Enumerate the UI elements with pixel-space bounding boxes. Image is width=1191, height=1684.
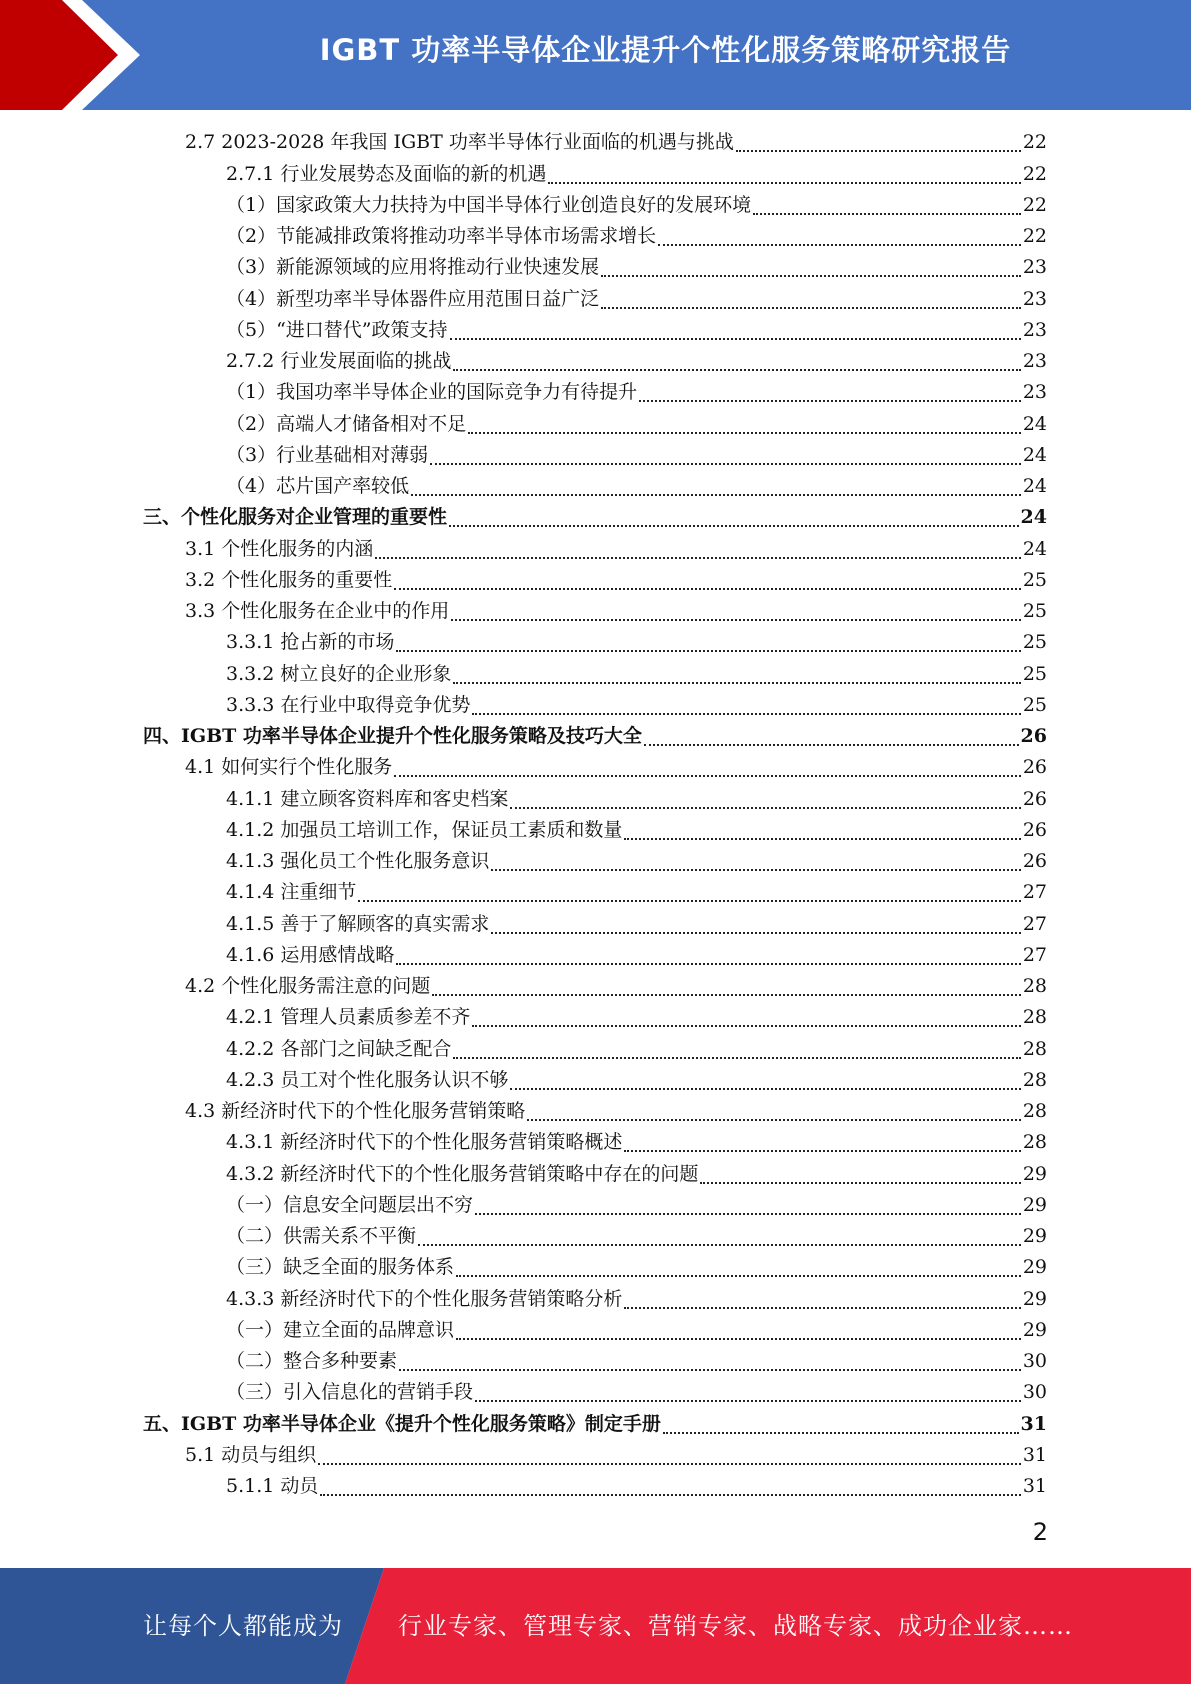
toc-entry[interactable] — [143, 940, 1047, 971]
toc-entry-page: 22 — [1022, 193, 1047, 216]
table-of-contents — [143, 127, 1047, 1502]
toc-entry-page: 28 — [1022, 1037, 1047, 1060]
toc-entry[interactable] — [143, 1408, 1047, 1439]
toc-leader-dots — [475, 1212, 1021, 1215]
toc-entry-page: 26 — [1022, 787, 1047, 810]
toc-entry-label: 4.2.1 管理人员素质参差不齐 — [226, 1006, 471, 1029]
toc-entry[interactable] — [143, 1096, 1047, 1127]
toc-entry-label: （3）新能源领域的应用将推动行业快速发展 — [226, 256, 600, 279]
toc-entry[interactable] — [143, 440, 1047, 471]
toc-entry-label: 4.3.1 新经济时代下的个性化服务营销策略概述 — [226, 1131, 623, 1154]
toc-entry-label: （2）高端人才储备相对不足 — [226, 412, 467, 435]
toc-entry-page: 28 — [1022, 975, 1047, 997]
toc-entry-page: 23 — [1022, 287, 1047, 310]
toc-entry-page: 26 — [1020, 725, 1047, 747]
toc-entry-page: 24 — [1020, 506, 1047, 529]
toc-entry[interactable] — [143, 471, 1047, 502]
toc-entry-label: 2.7.1 行业发展势态及面临的新的机遇 — [226, 162, 547, 185]
toc-leader-dots — [658, 243, 1021, 246]
toc-entry[interactable] — [143, 658, 1047, 689]
toc-entry-page: 26 — [1022, 756, 1047, 779]
toc-leader-dots — [624, 837, 1020, 840]
toc-entry[interactable] — [143, 1377, 1047, 1408]
toc-leader-dots — [475, 1399, 1021, 1402]
toc-entry-label: 3.3.2 树立良好的企业形象 — [226, 662, 452, 685]
toc-entry-page: 29 — [1022, 1318, 1047, 1341]
page-footer — [0, 1568, 1191, 1684]
toc-entry[interactable] — [143, 346, 1047, 377]
toc-entry[interactable] — [143, 971, 1047, 1002]
chevron-arrow-icon — [0, 0, 150, 110]
toc-entry-label: 四、IGBT 功率半导体企业提升个性化服务策略及技巧大全 — [143, 725, 642, 747]
toc-entry-label: （一）信息安全问题层出不穷 — [226, 1193, 474, 1216]
toc-entry-label: （1）我国功率半导体企业的国际竞争力有待提升 — [226, 381, 638, 404]
toc-entry[interactable] — [143, 690, 1047, 721]
toc-leader-dots — [510, 806, 1020, 809]
toc-leader-dots — [320, 1493, 1020, 1496]
toc-leader-dots — [624, 1149, 1020, 1152]
toc-entry[interactable] — [143, 1127, 1047, 1158]
toc-entry-label: （4）新型功率半导体器件应用范围日益广泛 — [226, 287, 600, 310]
toc-leader-dots — [432, 993, 1021, 996]
footer-slogan-right: 行业专家、管理专家、营销专家、战略专家、成功企业家…… — [398, 1612, 1073, 1640]
toc-entry-page: 26 — [1022, 818, 1047, 841]
toc-entry[interactable] — [143, 533, 1047, 564]
toc-leader-dots — [456, 1274, 1021, 1277]
toc-entry[interactable] — [143, 1440, 1047, 1471]
toc-entry-label: （2）节能减排政策将推动功率半导体市场需求增长 — [226, 225, 657, 247]
toc-entry-page: 25 — [1022, 693, 1047, 716]
toc-entry-label: 4.1.4 注重细节 — [226, 881, 357, 904]
toc-entry-label: 4.1.1 建立顾客资料库和客史档案 — [226, 787, 509, 810]
toc-leader-dots — [491, 931, 1020, 934]
toc-entry[interactable] — [143, 377, 1047, 408]
toc-entry-page: 29 — [1022, 1225, 1047, 1247]
toc-entry-label: 3.3 个性化服务在企业中的作用 — [185, 600, 450, 622]
toc-entry-page: 23 — [1022, 350, 1047, 372]
toc-entry-label: 3.2 个性化服务的重要性 — [185, 568, 393, 591]
toc-entry[interactable] — [143, 783, 1047, 814]
toc-leader-dots — [736, 149, 1021, 152]
toc-entry[interactable] — [143, 1002, 1047, 1033]
toc-entry-page: 28 — [1022, 1131, 1047, 1154]
toc-entry-page: 28 — [1022, 1068, 1047, 1091]
toc-entry-page: 23 — [1022, 318, 1047, 341]
toc-entry-label: 4.3.3 新经济时代下的个性化服务营销策略分析 — [226, 1287, 623, 1310]
toc-leader-dots — [639, 399, 1021, 402]
toc-entry-page: 29 — [1022, 1256, 1047, 1279]
toc-entry-page: 22 — [1022, 225, 1047, 247]
toc-entry-label: （二）整合多种要素 — [226, 1350, 398, 1372]
toc-leader-dots — [472, 1024, 1020, 1027]
toc-leader-dots — [527, 1118, 1021, 1121]
toc-leader-dots — [491, 868, 1020, 871]
toc-entry-label: 五、IGBT 功率半导体企业《提升个性化服务策略》制定手册 — [143, 1412, 661, 1435]
toc-leader-dots — [624, 1306, 1020, 1309]
toc-entry[interactable] — [143, 283, 1047, 314]
toc-entry-label: 3.3.3 在行业中取得竞争优势 — [226, 693, 471, 716]
toc-leader-dots — [644, 743, 1019, 746]
toc-entry-page: 22 — [1022, 131, 1047, 154]
toc-entry-label: 4.1.6 运用感情战略 — [226, 943, 395, 966]
toc-entry-label: （4）芯片国产率较低 — [226, 475, 410, 497]
toc-entry-label: 4.2 个性化服务需注意的问题 — [185, 975, 431, 997]
toc-entry[interactable] — [143, 502, 1047, 533]
toc-entry[interactable] — [143, 627, 1047, 658]
toc-entry[interactable] — [143, 846, 1047, 877]
toc-leader-dots — [418, 1243, 1021, 1246]
toc-entry-label: 4.1.2 加强员工培训工作，保证员工素质和数量 — [226, 818, 623, 841]
toc-leader-dots — [601, 306, 1021, 309]
toc-leader-dots — [451, 618, 1021, 621]
toc-leader-dots — [449, 524, 1019, 527]
toc-leader-dots — [663, 1431, 1019, 1434]
toc-entry[interactable] — [143, 908, 1047, 939]
toc-entry[interactable] — [143, 1252, 1047, 1283]
page-number: 2 — [1032, 1518, 1048, 1546]
toc-entry-page: 28 — [1022, 1100, 1047, 1122]
toc-entry-page: 25 — [1022, 662, 1047, 685]
toc-entry[interactable] — [143, 877, 1047, 908]
toc-entry-page: 25 — [1022, 600, 1047, 622]
toc-entry-page: 23 — [1022, 381, 1047, 404]
toc-entry[interactable] — [143, 1190, 1047, 1221]
toc-leader-dots — [411, 493, 1021, 496]
toc-leader-dots — [700, 1181, 1020, 1184]
toc-entry-label: 2.7.2 行业发展面临的挑战 — [226, 350, 452, 372]
toc-entry[interactable] — [143, 315, 1047, 346]
toc-leader-dots — [450, 337, 1021, 340]
toc-entry-label: 3.1 个性化服务的内涵 — [185, 537, 374, 560]
toc-entry-label: （三）引入信息化的营销手段 — [226, 1381, 474, 1404]
toc-leader-dots — [472, 712, 1020, 715]
report-title: IGBT 功率半导体企业提升个性化服务策略研究报告 — [319, 33, 1012, 67]
toc-entry-label: 5.1 动员与组织 — [185, 1443, 317, 1466]
toc-leader-dots — [510, 1087, 1020, 1090]
toc-leader-dots — [453, 1056, 1020, 1059]
toc-leader-dots — [456, 1337, 1021, 1340]
toc-entry-page: 27 — [1022, 881, 1047, 904]
toc-entry-label: （5）“进口替代”政策支持 — [226, 318, 448, 341]
toc-entry[interactable] — [143, 565, 1047, 596]
toc-entry-page: 24 — [1022, 475, 1047, 497]
toc-entry[interactable] — [143, 721, 1047, 752]
toc-entry-page: 24 — [1022, 443, 1047, 466]
footer-slogan-left: 让每个人都能成为 — [143, 1612, 343, 1640]
toc-leader-dots — [318, 1462, 1021, 1465]
toc-entry-label: （二）供需关系不平衡 — [226, 1225, 417, 1247]
toc-entry-page: 31 — [1022, 1443, 1047, 1466]
toc-leader-dots — [453, 681, 1020, 684]
toc-entry[interactable] — [143, 252, 1047, 283]
toc-entry-label: 三、个性化服务对企业管理的重要性 — [143, 506, 448, 529]
toc-entry[interactable] — [143, 190, 1047, 221]
toc-entry-label: 2.7 2023-2028 年我国 IGBT 功率半导体行业面临的机遇与挑战 — [185, 131, 734, 154]
toc-entry-page: 28 — [1022, 1006, 1047, 1029]
toc-entry-page: 30 — [1022, 1350, 1047, 1372]
toc-leader-dots — [601, 274, 1021, 277]
toc-entry-page: 23 — [1022, 256, 1047, 279]
toc-leader-dots — [396, 649, 1020, 652]
toc-entry-label: （3）行业基础相对薄弱 — [226, 443, 429, 466]
toc-entry-label: 4.1.3 强化员工个性化服务意识 — [226, 850, 490, 872]
toc-entry-label: 4.1.5 善于了解顾客的真实需求 — [226, 912, 490, 935]
toc-entry-page: 22 — [1022, 162, 1047, 185]
toc-entry[interactable] — [143, 752, 1047, 783]
toc-entry[interactable] — [143, 1221, 1047, 1252]
toc-entry-page: 24 — [1022, 412, 1047, 435]
toc-leader-dots — [396, 962, 1020, 965]
toc-entry-label: （三）缺乏全面的服务体系 — [226, 1256, 455, 1279]
toc-entry[interactable] — [143, 1471, 1047, 1502]
toc-entry[interactable] — [143, 1346, 1047, 1377]
toc-entry[interactable] — [143, 1158, 1047, 1189]
toc-entry-page: 31 — [1020, 1412, 1047, 1435]
toc-entry-page: 27 — [1022, 943, 1047, 966]
toc-leader-dots — [430, 462, 1021, 465]
toc-entry[interactable] — [143, 596, 1047, 627]
toc-entry-label: 3.3.1 抢占新的市场 — [226, 631, 395, 654]
toc-leader-dots — [453, 368, 1020, 371]
toc-entry-label: 4.2.2 各部门之间缺乏配合 — [226, 1037, 452, 1060]
toc-entry-label: （1）国家政策大力扶持为中国半导体行业创造良好的发展环境 — [226, 193, 752, 216]
page-header — [0, 0, 1191, 110]
toc-leader-dots — [548, 181, 1020, 184]
toc-entry-page: 29 — [1022, 1193, 1047, 1216]
toc-entry-page: 30 — [1022, 1381, 1047, 1404]
toc-leader-dots — [358, 899, 1020, 902]
toc-entry-page: 24 — [1022, 537, 1047, 560]
toc-entry-page: 25 — [1022, 568, 1047, 591]
toc-entry-page: 29 — [1022, 1287, 1047, 1310]
toc-entry-page: 27 — [1022, 912, 1047, 935]
toc-entry-label: 4.3.2 新经济时代下的个性化服务营销策略中存在的问题 — [226, 1162, 699, 1185]
toc-entry-page: 29 — [1022, 1162, 1047, 1185]
toc-entry-label: 4.1 如何实行个性化服务 — [185, 756, 393, 779]
toc-entry-label: 4.2.3 员工对个性化服务认识不够 — [226, 1068, 509, 1091]
toc-entry[interactable] — [143, 158, 1047, 189]
toc-entry[interactable] — [143, 408, 1047, 439]
toc-entry[interactable] — [143, 1065, 1047, 1096]
toc-entry-label: 4.3 新经济时代下的个性化服务营销策略 — [185, 1100, 526, 1122]
toc-entry[interactable] — [143, 1283, 1047, 1314]
toc-entry-label: 5.1.1 动员 — [226, 1475, 319, 1497]
toc-entry[interactable] — [143, 1315, 1047, 1346]
toc-leader-dots — [394, 774, 1021, 777]
toc-entry-page: 25 — [1022, 631, 1047, 654]
toc-entry-label: （一）建立全面的品牌意识 — [226, 1318, 455, 1341]
toc-entry-page: 31 — [1022, 1475, 1047, 1497]
toc-leader-dots — [375, 556, 1021, 559]
toc-leader-dots — [753, 212, 1021, 215]
toc-entry[interactable] — [143, 815, 1047, 846]
toc-leader-dots — [399, 1368, 1021, 1371]
toc-entry-page: 26 — [1022, 850, 1047, 872]
toc-entry[interactable] — [143, 127, 1047, 158]
toc-leader-dots — [468, 431, 1021, 434]
toc-entry[interactable] — [143, 221, 1047, 252]
toc-leader-dots — [394, 587, 1021, 590]
toc-entry[interactable] — [143, 1033, 1047, 1064]
